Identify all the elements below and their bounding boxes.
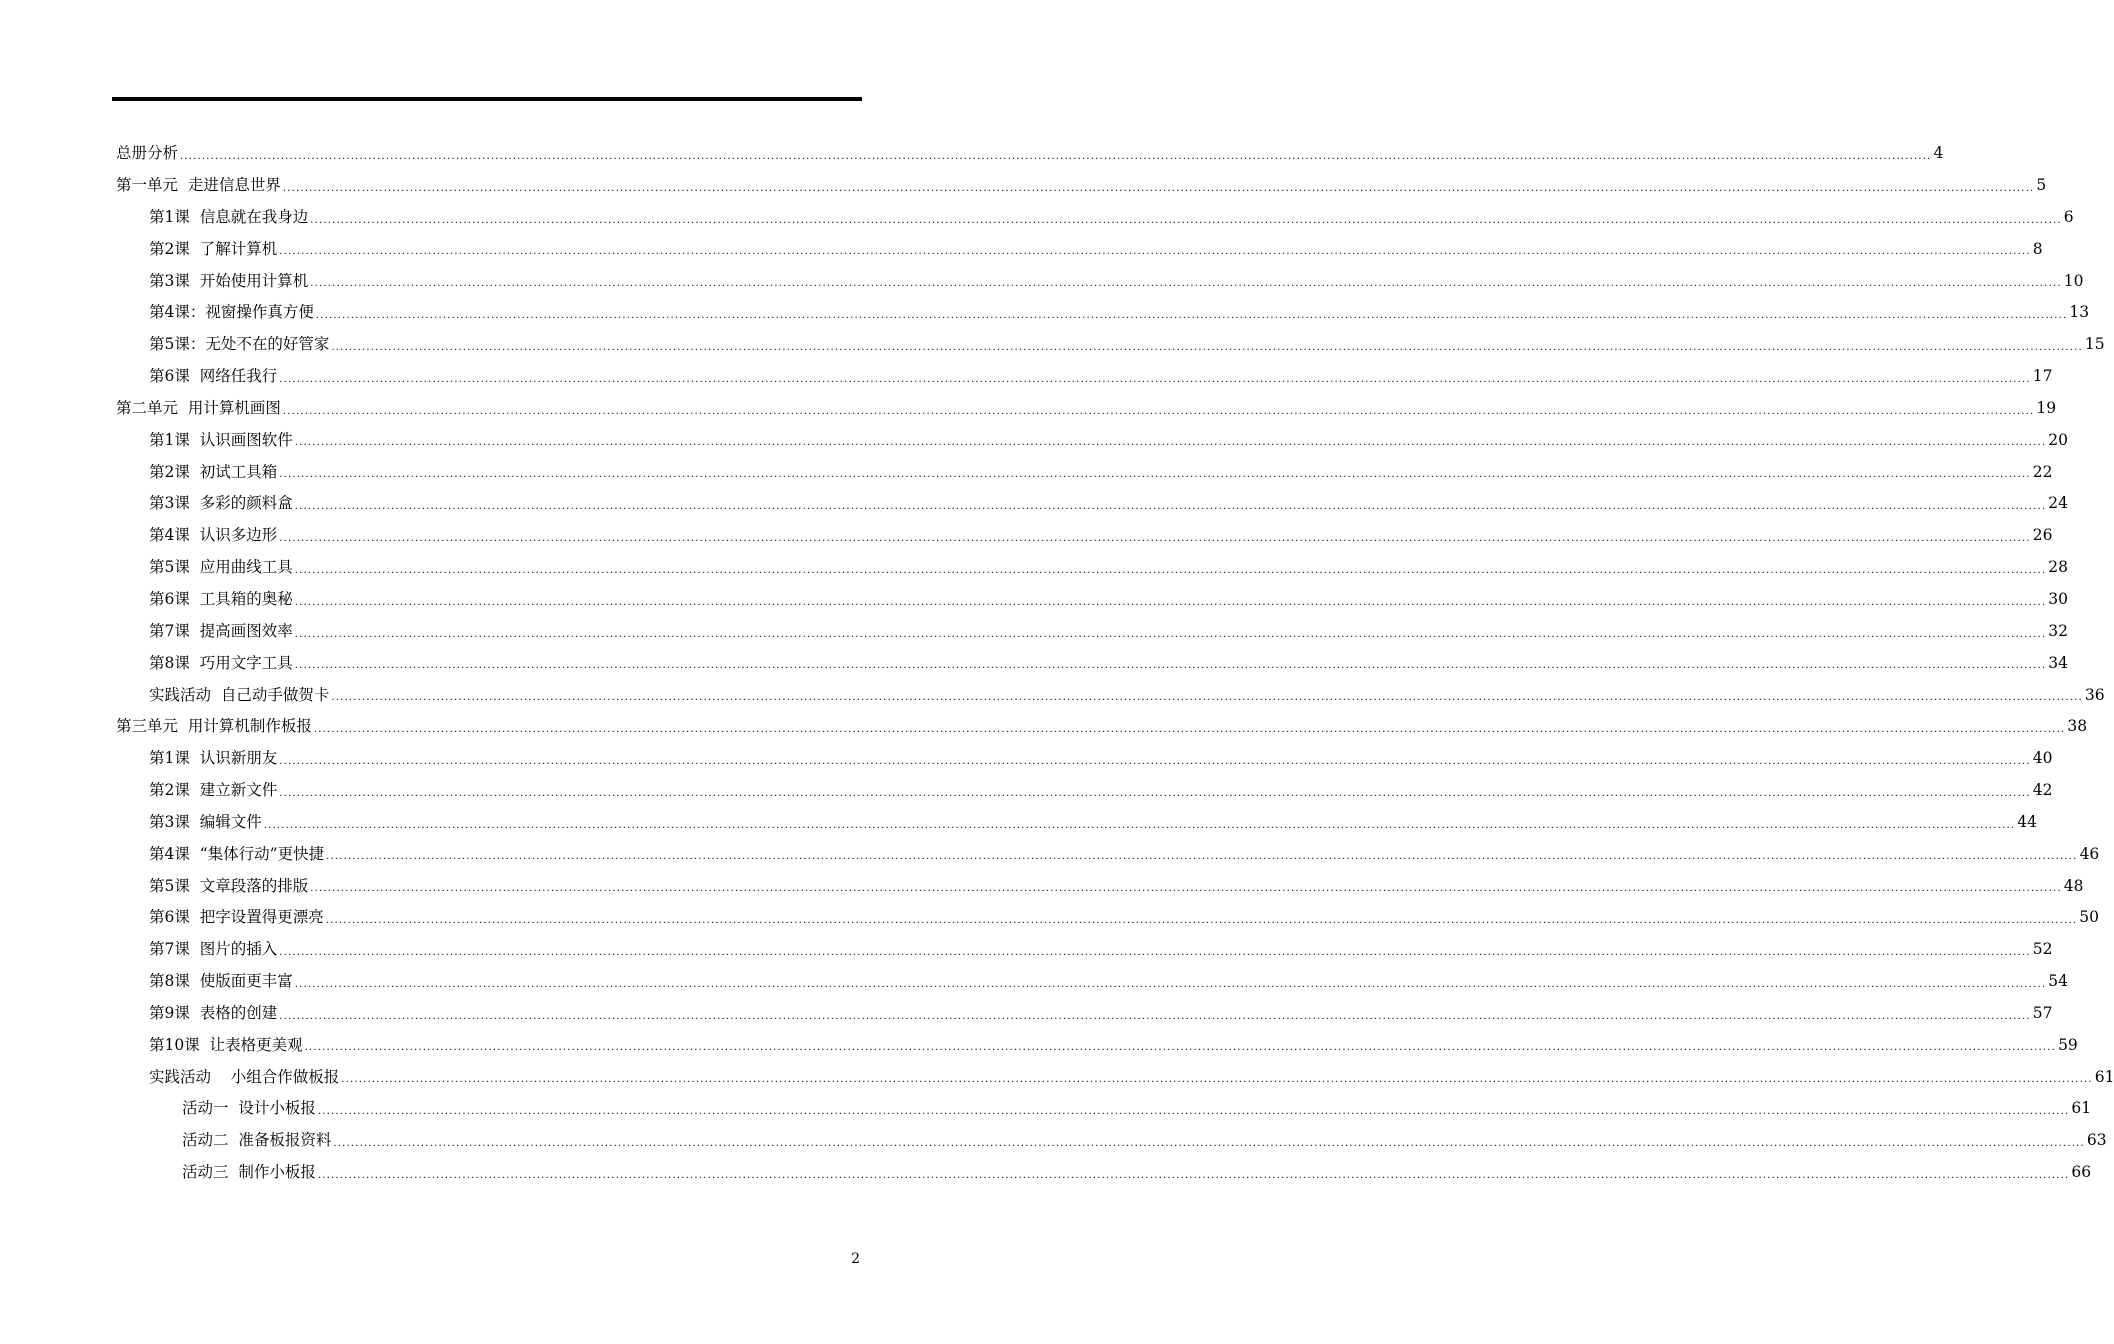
toc-entry[interactable] [0,393,2057,425]
toc-dot-leader: ................................................................................................................................................................................................................................................................................................................................................................................................................ [341,1074,2093,1086]
toc-dot-leader: ................................................................................................................................................................................................................................................................................................................................................................................................................ [317,1169,2070,1181]
toc-entry[interactable] [0,138,1944,170]
toc-entry-page: 26 [2032,526,2053,545]
toc-entry[interactable] [0,711,2088,743]
table-of-contents [0,138,2114,1189]
toc-dot-leader: ................................................................................................................................................................................................................................................................................................................................................................................................................ [317,1106,2070,1118]
toc-entry[interactable] [0,425,2068,457]
toc-entry-title: 第5课：无处不在的好管家 [149,335,330,354]
toc-dot-leader: ................................................................................................................................................................................................................................................................................................................................................................................................................ [279,1010,2031,1022]
toc-entry-page: 8 [2032,239,2043,258]
toc-entry[interactable] [0,265,2084,297]
toc-dot-leader: ................................................................................................................................................................................................................................................................................................................................................................................................................ [294,660,2047,672]
toc-entry-title: 第一单元 走进信息世界 [116,176,281,195]
toc-entry-page: 4 [1933,144,1944,163]
toc-entry[interactable] [0,361,2053,393]
toc-entry-title: 第7课 图片的插入 [149,940,278,959]
toc-entry-title: 第5课 应用曲线工具 [149,558,293,577]
toc-dot-leader: ................................................................................................................................................................................................................................................................................................................................................................................................................ [313,724,2066,736]
toc-dot-leader: ................................................................................................................................................................................................................................................................................................................................................................................................................ [331,341,2083,353]
toc-dot-leader: ................................................................................................................................................................................................................................................................................................................................................................................................................ [310,883,2062,895]
toc-entry[interactable] [0,966,2068,998]
toc-entry-page: 36 [2084,685,2105,704]
toc-entry-page: 46 [2079,844,2100,863]
toc-entry-title: 第2课 初试工具箱 [149,462,278,481]
toc-entry[interactable] [0,616,2068,648]
toc-entry-title: 第8课 使版面更丰富 [149,972,293,991]
toc-entry-page: 32 [2048,621,2068,640]
toc-entry[interactable] [0,870,2084,902]
toc-dot-leader: ................................................................................................................................................................................................................................................................................................................................................................................................................ [279,469,2031,481]
toc-entry-page: 66 [2071,1163,2092,1182]
toc-entry-title: 第9课 表格的创建 [149,1003,278,1022]
toc-entry-title: 第8课 巧用文字工具 [149,653,293,672]
toc-entry-title: 活动三 制作小板报 [182,1163,316,1182]
toc-entry-title: 第4课 认识多边形 [149,526,278,545]
toc-dot-leader: ................................................................................................................................................................................................................................................................................................................................................................................................................ [263,819,2016,831]
toc-dot-leader: ................................................................................................................................................................................................................................................................................................................................................................................................................ [304,1042,2057,1054]
toc-entry-page: 52 [2032,940,2053,959]
toc-entry-title: 第1课 信息就在我身边 [149,207,309,226]
toc-dot-leader: ................................................................................................................................................................................................................................................................................................................................................................................................................ [331,692,2083,704]
toc-entry-title: 活动一 设计小板报 [182,1099,316,1118]
toc-entry-page: 54 [2048,972,2068,991]
toc-entry[interactable] [0,1157,2092,1189]
toc-entry[interactable] [0,297,2090,329]
toc-dot-leader: ................................................................................................................................................................................................................................................................................................................................................................................................................ [333,1138,2085,1149]
toc-entry-page: 30 [2048,589,2068,608]
toc-entry[interactable] [0,934,2053,966]
toc-dot-leader: ................................................................................................................................................................................................................................................................................................................................................................................................................ [279,787,2031,799]
toc-entry[interactable] [0,839,2100,871]
toc-entry-title: 第3课 开始使用计算机 [149,271,309,290]
toc-entry-page: 17 [2032,367,2053,386]
toc-entry-title: 第三单元 用计算机制作板报 [116,717,312,736]
toc-entry-page: 28 [2048,558,2068,577]
toc-entry-title: 第2课 了解计算机 [149,239,278,258]
toc-dot-leader: ................................................................................................................................................................................................................................................................................................................................................................................................................ [294,564,2047,576]
toc-entry[interactable] [0,998,2053,1030]
toc-entry[interactable] [0,775,2053,807]
toc-entry-page: 38 [2067,717,2088,736]
toc-entry-page: 5 [2036,176,2047,195]
toc-entry-title: 实践活动 小组合作做板报 [149,1067,340,1086]
toc-entry-page: 63 [2086,1131,2107,1150]
toc-dot-leader: ................................................................................................................................................................................................................................................................................................................................................................................................................ [294,501,2047,513]
toc-entry[interactable] [0,202,2074,234]
toc-dot-leader: ................................................................................................................................................................................................................................................................................................................................................................................................................ [326,851,2078,863]
toc-entry-title: 第5课 文章段落的排版 [149,876,309,895]
toc-dot-leader: ................................................................................................................................................................................................................................................................................................................................................................................................................ [315,310,2068,322]
toc-entry-title: 第10课 让表格更美观 [149,1035,303,1054]
toc-entry[interactable] [0,552,2068,584]
toc-entry-page: 20 [2048,430,2068,449]
toc-entry-title: 第1课 认识画图软件 [149,430,293,449]
toc-entry[interactable] [0,1030,2078,1062]
toc-entry[interactable] [0,902,2099,934]
toc-entry-title: 第7课 提高画图效率 [149,621,293,640]
toc-entry-title: 总册分析 [116,144,179,163]
toc-entry-page: 50 [2079,908,2099,927]
toc-dot-leader: ................................................................................................................................................................................................................................................................................................................................................................................................................ [310,214,2062,226]
toc-entry[interactable] [0,456,2053,488]
toc-entry[interactable] [0,648,2068,680]
toc-entry[interactable] [0,234,2043,266]
toc-entry-title: 第2课 建立新文件 [149,781,278,800]
toc-dot-leader: ................................................................................................................................................................................................................................................................................................................................................................................................................ [279,755,2031,767]
toc-entry[interactable] [0,520,2053,552]
toc-entry-page: 48 [2063,876,2084,895]
toc-dot-leader: ................................................................................................................................................................................................................................................................................................................................................................................................................ [294,978,2047,990]
toc-dot-leader: ................................................................................................................................................................................................................................................................................................................................................................................................................ [294,628,2047,640]
toc-entry-title: 第3课 多彩的颜料盒 [149,494,293,513]
toc-dot-leader: ................................................................................................................................................................................................................................................................................................................................................................................................................ [282,182,2035,194]
toc-entry-title: 第6课 网络任我行 [149,367,278,386]
toc-entry[interactable] [0,170,2047,202]
page-number: 2 [851,1251,860,1267]
toc-entry-title: 第3课 编辑文件 [149,812,262,831]
toc-dot-leader: ................................................................................................................................................................................................................................................................................................................................................................................................................ [279,532,2031,544]
toc-entry[interactable] [0,1061,2114,1093]
toc-entry[interactable] [0,807,2037,839]
toc-entry-page: 59 [2058,1035,2078,1054]
toc-entry-title: 活动二 准备板报资料 [182,1131,332,1150]
toc-entry-page: 15 [2084,335,2105,354]
toc-entry-title: 第6课 工具箱的奥秘 [149,589,293,608]
toc-entry-page: 42 [2032,781,2053,800]
toc-entry[interactable] [0,743,2053,775]
toc-entry-page: 19 [2036,398,2057,417]
toc-entry[interactable] [0,488,2068,520]
toc-entry-title: 第6课 把字设置得更漂亮 [149,908,324,927]
toc-entry-title: 第二单元 用计算机画图 [116,398,281,417]
toc-entry-title: 实践活动 自己动手做贺卡 [149,685,330,704]
toc-dot-leader: ................................................................................................................................................................................................................................................................................................................................................................................................................ [294,596,2047,608]
toc-dot-leader: ................................................................................................................................................................................................................................................................................................................................................................................................................ [279,246,2031,258]
toc-dot-leader: ................................................................................................................................................................................................................................................................................................................................................................................................................ [310,278,2062,290]
toc-entry-page: 24 [2048,494,2068,513]
toc-entry[interactable] [0,1093,2092,1125]
toc-entry-page: 34 [2048,653,2068,672]
toc-entry-page: 13 [2069,303,2090,322]
toc-entry-page: 57 [2032,1003,2053,1022]
toc-entry-title: 第1课 认识新朋友 [149,749,278,768]
toc-entry-page: 61 [2071,1099,2092,1118]
toc-entry[interactable] [0,1125,2107,1157]
toc-entry[interactable] [0,329,2105,361]
toc-entry-page: 10 [2063,271,2084,290]
toc-entry[interactable] [0,679,2105,711]
toc-dot-leader: ................................................................................................................................................................................................................................................................................................................................................................................................................ [294,437,2047,449]
toc-dot-leader: ................................................................................................................................................................................................................................................................................................................................................................................................................ [282,405,2035,417]
toc-entry-page: 40 [2032,749,2053,768]
toc-dot-leader: ................................................................................................................................................................................................................................................................................................................................................................................................................ [180,150,1932,162]
toc-dot-leader: ................................................................................................................................................................................................................................................................................................................................................................................................................ [279,373,2031,385]
toc-dot-leader: ................................................................................................................................................................................................................................................................................................................................................................................................................ [325,915,2078,927]
toc-entry-page: 6 [2063,207,2074,226]
toc-entry-title: 第4课 “集体行动”更快捷 [149,844,325,863]
toc-entry-page: 44 [2017,812,2037,831]
toc-entry-title: 第4课：视窗操作真方便 [149,303,314,322]
toc-dot-leader: ................................................................................................................................................................................................................................................................................................................................................................................................................ [279,946,2031,958]
toc-entry[interactable] [0,584,2068,616]
toc-entry-page: 61 [2094,1067,2114,1086]
toc-entry-page: 22 [2032,462,2053,481]
header-rule [112,97,862,101]
